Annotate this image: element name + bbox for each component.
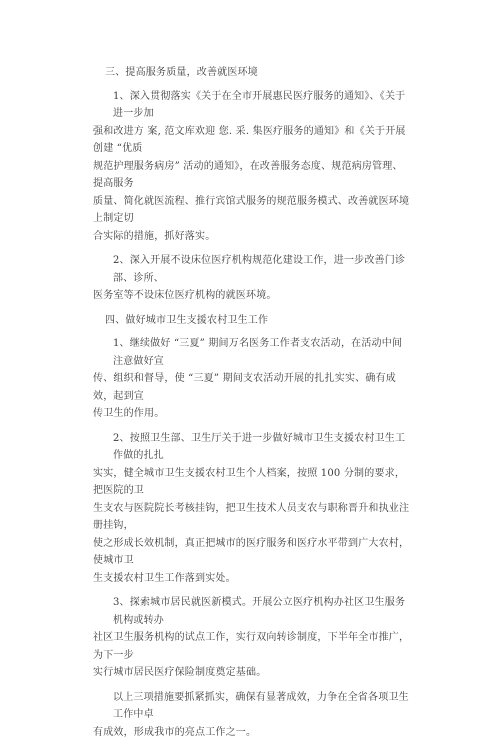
section-heading-3: 三、提高服务质量，改善就医环境 xyxy=(105,67,258,78)
paragraph-line: 实行城市居民医疗保险制度奠定基础。 xyxy=(93,667,267,678)
paragraph-4-3 xyxy=(93,594,411,682)
paragraph-line: 2、按照卫生部、卫生厅关于进一步做好城市卫生支援农村卫生工作做的扎扎 xyxy=(113,432,406,461)
paragraph-conclusion xyxy=(93,689,411,742)
paragraph-line: 质量、简化就医流程、推行宾馆式服务的规范服务模式、改善就医环境上制定切 xyxy=(93,195,410,224)
section-heading-4: 四、做好城市卫生支援农村卫生工作 xyxy=(105,314,269,326)
paragraph-3-1 xyxy=(93,88,411,246)
paragraph-line: 社区卫生服务机构的试点工作，实行双向转诊制度，下半年全市推广，为下一步 xyxy=(93,632,410,661)
paragraph-line: 1、继续做好 “三夏” 期间万名医务工作者支农活动，在活动中间注意做好宣 xyxy=(113,338,403,367)
paragraph-line: 以上三项措施要抓紧抓实，确保有显著成效，力争在全省各项卫生工作中卓 xyxy=(113,691,409,720)
paragraph-line: 1、深入贯彻落实《关于在全市开展惠民医疗服务的通知》、《关于进一步加 xyxy=(113,90,406,119)
paragraph-line: 3、探索城市居民就医新模式。开展公立医疗机构办社区卫生服务机构或转办 xyxy=(113,597,406,626)
paragraph-line: 规范护理服务病房” 活动的通知》，在改善服务态度、规范病房管理、提高服务 xyxy=(93,160,403,189)
paragraph-line: 使之形成长效机制，真正把城市的医疗服务和医疗水平带到广大农村，使城市卫 xyxy=(93,537,410,566)
paragraph-line: 传、组织和督导，使 “三夏” 期间支农活动开展的扎扎实实、确有成效，起到宣 xyxy=(93,373,396,402)
paragraph-line: 实实，健全城市卫生支援农村卫生个人档案，按照 100 分制的要求，把医院的卫 xyxy=(93,467,406,496)
paragraph-4-1 xyxy=(93,335,411,423)
paragraph-line: 传卫生的作用。 xyxy=(93,408,165,419)
paragraph-line: 强和改进方 案, 范文库欢迎 您. 采. 集医疗服务的通知》和《关于开展创建 “优质 xyxy=(93,125,406,154)
paragraph-line: 生支援农村卫生工作落到实处。 xyxy=(93,572,236,584)
paragraph-line: 医务室等不设床位医疗机构的就医环境。 xyxy=(93,290,277,301)
paragraph-3-2 xyxy=(93,252,411,305)
paragraph-line: 合实际的措施，抓好落实。 xyxy=(93,230,216,242)
document-body xyxy=(93,64,411,748)
paragraph-4-2 xyxy=(93,430,411,588)
paragraph-line: 有成效，形成我市的亮点工作之一。 xyxy=(93,726,257,738)
paragraph-line: 2、深入开展不设床位医疗机构规范化建设工作，进一步改善门诊部、诊所、 xyxy=(113,255,406,284)
paragraph-line: 生支农与医院院长考核挂钩，把卫生技术人员支农与职称晋升和执业注册挂钩， xyxy=(93,502,410,531)
